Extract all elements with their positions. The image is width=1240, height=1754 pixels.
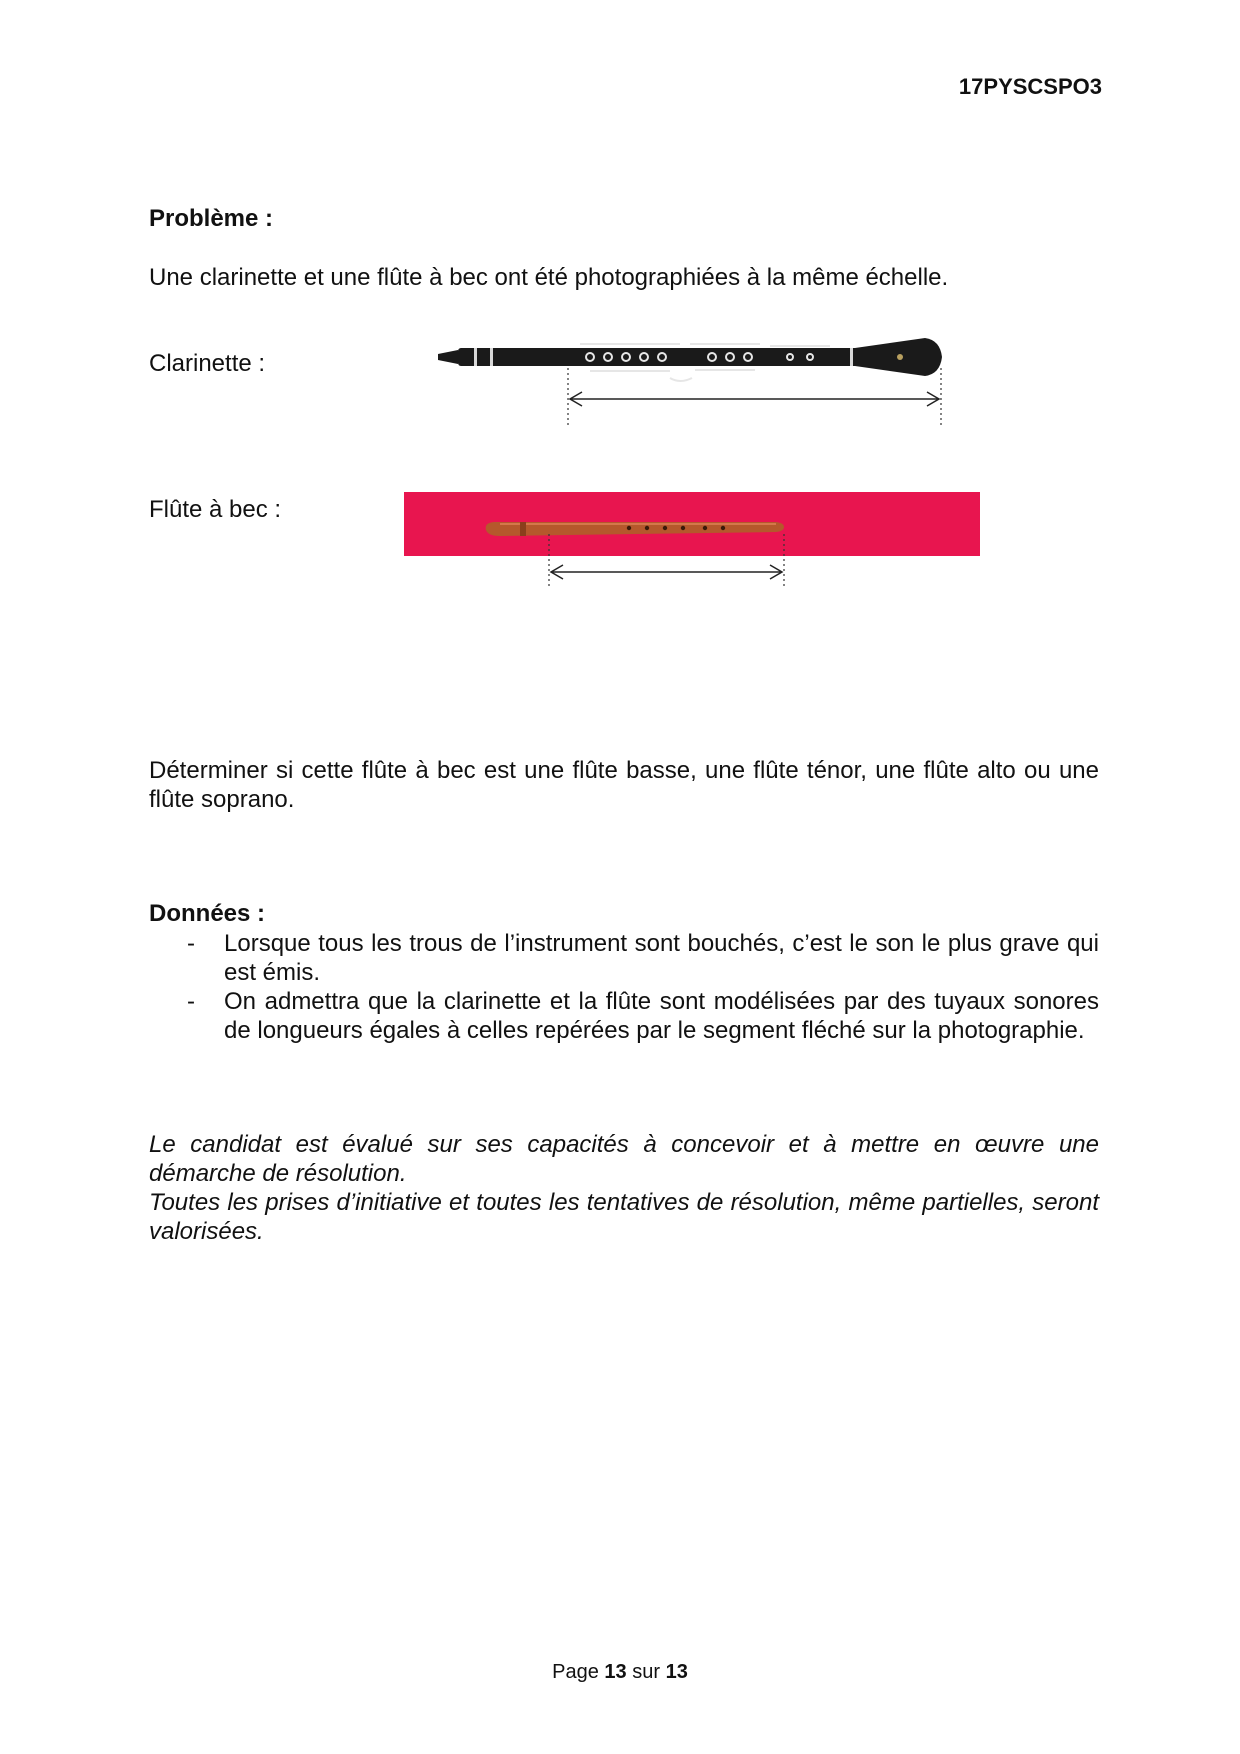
- footer-page-total: 13: [665, 1661, 688, 1683]
- donnees-list: [149, 929, 1099, 1045]
- clarinette-label: Clarinette :: [149, 350, 266, 377]
- clarinet-mouthpiece: [438, 350, 458, 364]
- probleme-heading: Problème :: [149, 205, 274, 232]
- donnees-item-1: Lorsque tous les trous de l’instrument sont bouchés, c’est le son le plus grave qui est émis.: [224, 930, 1099, 986]
- donnees-heading: Données :: [149, 900, 266, 927]
- footer-page-number: 13: [604, 1661, 627, 1683]
- flute-label: Flûte à bec :: [149, 496, 282, 523]
- footer-sur-word: sur: [632, 1661, 661, 1683]
- list-item: - Lorsque tous les trous de l’instrument sont bouchés, c’est le son le plus grave qui est émis.: [187, 930, 1099, 986]
- list-item: - On admettra que la clarinette et la flûte sont modélisées par des tuyaux sonores de longueurs égales à celles repérées par le segment fléché sur la photographie.: [187, 988, 1099, 1044]
- question-text: Déterminer si cette flûte à bec est une flûte basse, une flûte ténor, une flûte alto ou une flûte soprano.: [149, 757, 1099, 813]
- probleme-intro: Une clarinette et une flûte à bec ont été photographiées à la même échelle.: [149, 264, 949, 291]
- evaluation-line-2: Toutes les prises d’initiative et toutes les tentatives de résolution, même partielles, seront valorisées.: [149, 1189, 1099, 1245]
- clarinet-photo: [430, 326, 970, 426]
- flute-joint: [520, 522, 526, 536]
- document-code: 17PYSCSPO3: [958, 74, 1102, 99]
- page-footer: [0, 1661, 1240, 1684]
- clarinet-logo: [897, 354, 903, 360]
- evaluation-note: [149, 1130, 1099, 1246]
- donnees-item-2: On admettra que la clarinette et la flûte sont modélisées par des tuyaux sonores de longueurs égales à celles repérées par le segment fléché sur la photographie.: [224, 988, 1099, 1044]
- evaluation-line-1: Le candidat est évalué sur ses capacités à concevoir et à mettre en œuvre une démarche de résolution.: [149, 1131, 1099, 1187]
- flute-photo: [404, 492, 980, 592]
- footer-page-word: Page: [552, 1661, 599, 1683]
